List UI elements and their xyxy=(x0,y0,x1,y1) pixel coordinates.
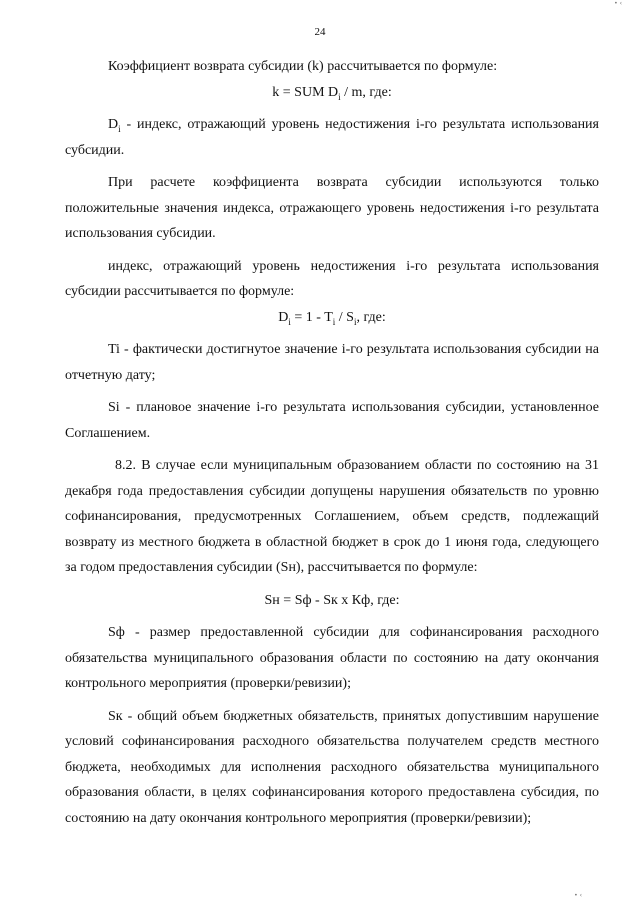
formula-di-b: = 1 - T xyxy=(290,309,333,325)
di-main: D xyxy=(108,117,119,132)
paragraph-section-8-2: 8.2. В случае если муниципальным образованием области по состоянию на 31 декабря года предоставления субсидии допущены нарушения обязательств по уровню софинансирования, предусмотренных Соглашением, объем средств, подлежащий возврату из местного бюджета в областной бюджет в срок до 1 июня года, следующего за годом предоставления субсидии (Sн), рассчитывается по формуле: xyxy=(65,458,599,575)
formula-di-c-sub: i xyxy=(353,316,357,327)
paragraph-sk-definition: Sк - общий объем бюджетных обязательств, принятых допустившим нарушение условий софинансирования расходного обязательства получателем средств местного бюджета, необходимых для исполнения расходного обязательства муниципального образования области, в целях софинансирования которого предоставлена субсидия, по состоянию на дату окончания контрольного мероприятия (проверки/ревизии); xyxy=(65,708,599,826)
formula-di-c: / S xyxy=(335,309,354,325)
formula-di-d: , где: xyxy=(356,309,386,325)
formula-di-a: D xyxy=(278,309,289,325)
page-number: 24 xyxy=(314,26,326,38)
corner-mark-bottom: • ‹ xyxy=(574,892,582,899)
paragraph-sf-definition: Sф - размер предоставленной субсидии для софинансирования расходного обязательства муниципального образования области по состоянию на дату окончания контрольного мероприятия (проверки/ревизии); xyxy=(65,625,599,691)
formula-di-a-sub: i xyxy=(288,316,291,327)
formula-sn: Sн = Sф - Sк x Кф, где: xyxy=(264,592,400,608)
formula-di-b-sub: i xyxy=(332,316,336,327)
paragraph-positive-values: При расчете коэффициента возврата субсидии используются только положительные значения индекса, отражающего уровень недостижения i-го результата использования субсидии. xyxy=(65,175,599,241)
formula-k-tail: / m, где: xyxy=(340,84,392,100)
formula-k-sub: i xyxy=(338,91,341,102)
paragraph-index-formula-intro: индекс, отражающий уровень недостижения i-го результата использования субсидии рассчитывается по формуле: xyxy=(65,258,599,299)
paragraph-di-definition xyxy=(65,112,599,163)
di-sub: i xyxy=(118,123,121,134)
paragraph-si-definition: Si - плановое значение i-го результата использования субсидии, установленное Соглашением. xyxy=(65,400,599,441)
paragraph-coefficient-intro: Коэффициент возврата субсидии (k) рассчитывается по формуле: xyxy=(108,59,498,74)
formula-k xyxy=(65,80,599,106)
formula-di xyxy=(65,305,599,331)
document-body xyxy=(65,54,599,831)
paragraph-ti-definition: Ti - фактически достигнутое значение i-го результата использования субсидии на отчетную дату; xyxy=(65,342,599,383)
corner-mark-top: • ‹ xyxy=(614,0,622,7)
di-tail: - индекс, отражающий уровень недостижения i-го результата использования субсидии. xyxy=(65,117,599,158)
formula-k-main: k = SUM D xyxy=(272,84,339,100)
